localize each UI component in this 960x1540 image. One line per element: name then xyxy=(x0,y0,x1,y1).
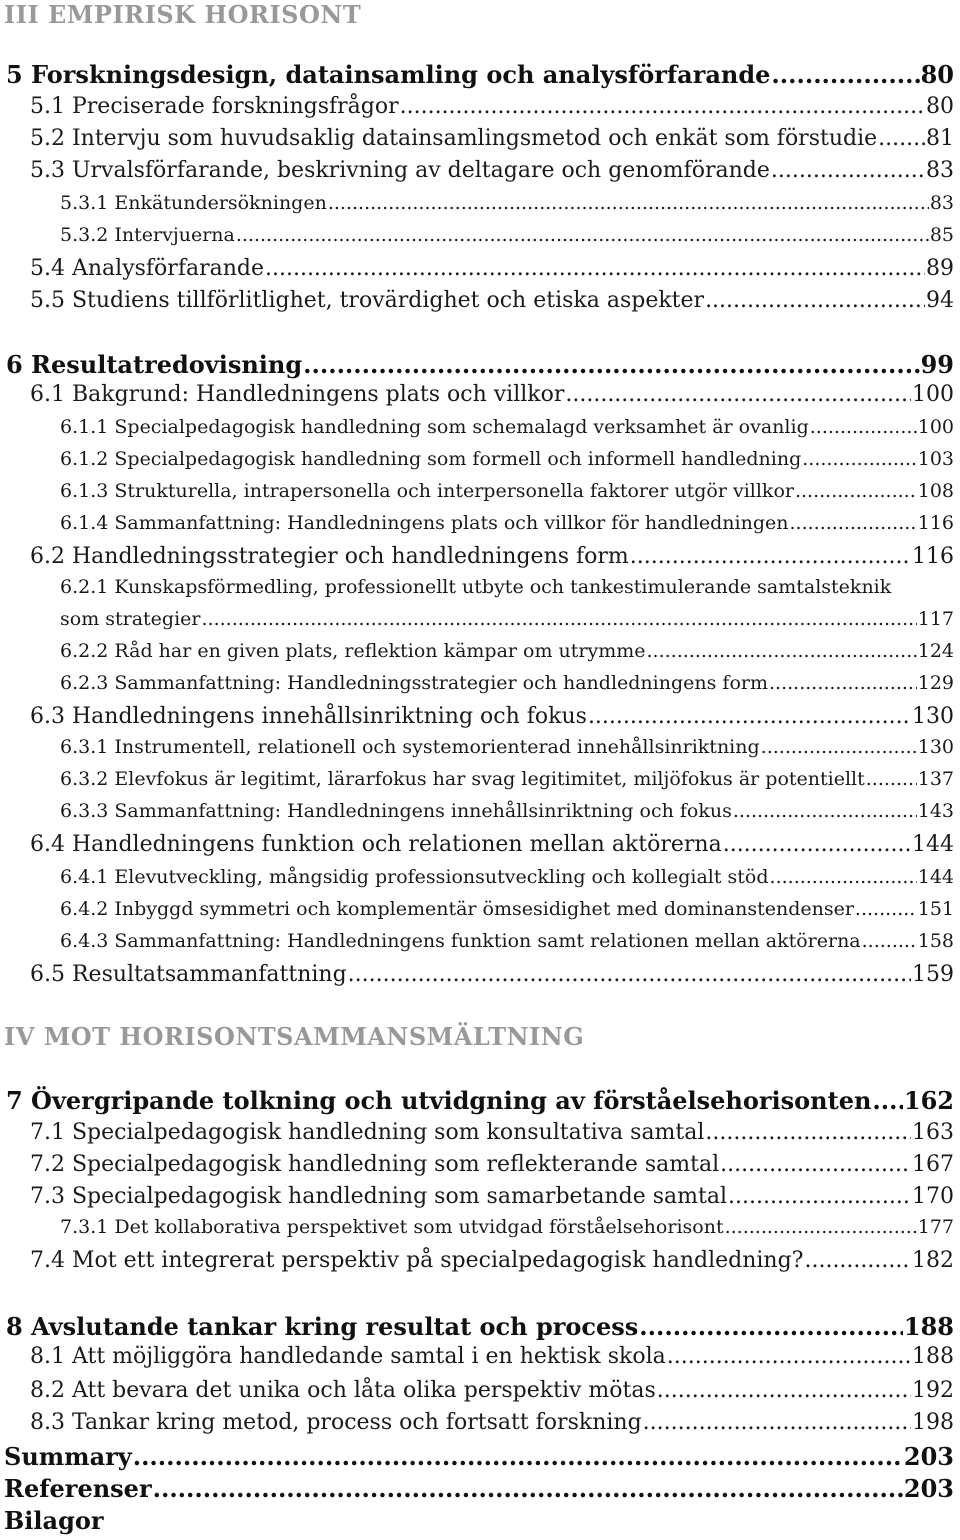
toc-entry-title: 8.2 Att bevara det unika och låta olika perspektiv mötas xyxy=(30,1378,656,1403)
toc-entry-title: 6.4.1 Elevutveckling, mångsidig professionsutveckling och kollegialt stöd xyxy=(60,866,769,888)
dot-leader xyxy=(236,224,929,246)
dot-leader xyxy=(878,126,925,151)
page-number: 162 xyxy=(903,1086,954,1115)
toc-entry-sec[interactable] xyxy=(30,704,954,734)
toc-entry-sec[interactable] xyxy=(30,1410,954,1440)
page-number: 129 xyxy=(917,672,954,694)
toc-entry-sub[interactable] xyxy=(60,898,954,926)
page-number: 177 xyxy=(917,1216,954,1238)
page-number: 144 xyxy=(917,866,954,888)
toc-entry-title: 5.5 Studiens tillförlitlighet, trovärdighet och etiska aspekter xyxy=(30,288,705,313)
dot-leader xyxy=(866,768,917,790)
toc-entry-title: 8 Avslutande tankar kring resultat och process xyxy=(6,1312,639,1341)
toc-entry-sub[interactable] xyxy=(60,640,954,668)
toc-entry-title: III EMPIRISK HORISONT xyxy=(4,0,362,29)
page-number: 108 xyxy=(917,480,954,502)
toc-entry-sub[interactable] xyxy=(60,768,954,796)
toc-entry-chapter[interactable] xyxy=(6,1086,954,1118)
toc-entry-title: 7.3.1 Det kollaborativa perspektivet som utvidgad förståelsehorisont xyxy=(60,1216,724,1238)
dot-leader xyxy=(328,192,929,214)
toc-entry-sec[interactable] xyxy=(30,1344,954,1374)
page-number: 130 xyxy=(917,736,954,758)
toc-entry-title: 6.2.1 Kunskapsförmedling, professionellt utbyte och tankestimulerande samtalsteknik xyxy=(60,576,892,598)
toc-entry-title: Referenser xyxy=(4,1474,152,1503)
page-number: 80 xyxy=(920,60,954,89)
toc-entry-sec[interactable] xyxy=(30,544,954,574)
toc-entry-sec[interactable] xyxy=(30,256,954,286)
dot-leader xyxy=(872,1086,902,1115)
dot-leader xyxy=(348,962,911,987)
toc-entry-title: 6.1.1 Specialpedagogisk handledning som schemalagd verksamhet är ovanlig xyxy=(60,416,809,438)
dot-leader xyxy=(855,898,917,920)
dot-leader xyxy=(804,1248,911,1273)
page-number: 103 xyxy=(917,448,954,470)
toc-entry-title: IV MOT HORISONTSAMMANSMÄLTNING xyxy=(4,1022,585,1051)
toc-entry-back[interactable] xyxy=(4,1474,954,1506)
dot-leader xyxy=(795,480,917,502)
page-number: 203 xyxy=(903,1474,954,1503)
page-number: 83 xyxy=(926,158,954,183)
page-number: 117 xyxy=(917,608,954,630)
toc-entry-sub[interactable] xyxy=(60,930,954,958)
dot-leader xyxy=(720,1152,911,1177)
page-number: 159 xyxy=(912,962,954,987)
toc-entry-back[interactable] xyxy=(4,1442,954,1474)
toc-entry-sub[interactable] xyxy=(60,512,954,540)
page-number: 124 xyxy=(917,640,954,662)
toc-entry-title: 5.4 Analysförfarande xyxy=(30,256,264,281)
dot-leader xyxy=(657,1378,911,1403)
toc-entry-title: 6.4.3 Sammanfattning: Handledningens funktion samt relationen mellan aktörerna xyxy=(60,930,861,952)
dot-leader xyxy=(761,736,917,758)
toc-entry-title: Summary xyxy=(4,1442,132,1471)
page-number: 81 xyxy=(926,126,954,151)
page-number: 116 xyxy=(912,544,954,569)
page-number: 151 xyxy=(917,898,954,920)
toc-entry-sub[interactable] xyxy=(60,192,954,220)
toc-entry-title: som strategier xyxy=(60,608,201,630)
dot-leader xyxy=(133,1442,903,1471)
toc-entry-sec[interactable] xyxy=(30,158,954,188)
toc-entry-sub[interactable] xyxy=(60,448,954,476)
dot-leader xyxy=(728,1184,911,1209)
toc-entry-sub[interactable] xyxy=(60,800,954,828)
dot-leader xyxy=(588,704,911,729)
dot-leader xyxy=(303,350,919,379)
toc-entry-title: 6.2.3 Sammanfattning: Handledningsstrategier och handledningens form xyxy=(60,672,768,694)
toc-entry-title: 7.1 Specialpedagogisk handledning som konsultativa samtal xyxy=(30,1120,705,1145)
toc-entry-sub[interactable] xyxy=(60,608,954,636)
toc-entry-title: 6.1.4 Sammanfattning: Handledningens plats och villkor för handledningen xyxy=(60,512,789,534)
page-number: 80 xyxy=(926,94,954,119)
toc-entry-sub[interactable] xyxy=(60,416,954,444)
page-number: 143 xyxy=(917,800,954,822)
page-number: 83 xyxy=(929,192,954,214)
toc-entry-title: 7.3 Specialpedagogisk handledning som samarbetande samtal xyxy=(30,1184,728,1209)
toc-entry-title: 6.3.2 Elevfokus är legitimt, lärarfokus har svag legitimitet, miljöfokus är potentiellt xyxy=(60,768,865,790)
dot-leader xyxy=(153,1474,903,1503)
toc-entry-title: 6.1.3 Strukturella, intrapersonella och interpersonella faktorer utgör villkor xyxy=(60,480,794,502)
toc-entry-title: 8.1 Att möjliggöra handledande samtal i en hektisk skola xyxy=(30,1344,666,1369)
page-number: 188 xyxy=(903,1312,954,1341)
toc-entry-title: 5.3.1 Enkätundersökningen xyxy=(60,192,327,214)
toc-entry-sec[interactable] xyxy=(30,1120,954,1150)
toc-entry-title: 5.2 Intervju som huvudsaklig datainsamlingsmetod och enkät som förstudie xyxy=(30,126,878,151)
toc-entry-title: 5.3.2 Intervjuerna xyxy=(60,224,235,246)
toc-entry-sub[interactable] xyxy=(60,736,954,764)
toc-entry-sec[interactable] xyxy=(30,1184,954,1214)
dot-leader xyxy=(630,544,911,569)
page-number: 144 xyxy=(912,832,954,857)
page-number: 85 xyxy=(929,224,954,246)
dot-leader xyxy=(862,930,917,952)
toc-entry-title: 5.3 Urvalsförfarande, beskrivning av deltagare och genomförande xyxy=(30,158,770,183)
toc-entry-title: 6.5 Resultatsammanfattning xyxy=(30,962,347,987)
toc-entry-sec[interactable] xyxy=(30,126,954,156)
dot-leader xyxy=(725,1216,917,1238)
page-number: 130 xyxy=(912,704,954,729)
toc-entry-sub[interactable] xyxy=(60,866,954,894)
page-number: 198 xyxy=(912,1410,954,1435)
page-number: 192 xyxy=(912,1378,954,1403)
toc-entry-title: 5 Forskningsdesign, datainsamling och analysförfarande xyxy=(6,60,771,89)
dot-leader xyxy=(667,1344,911,1369)
page-number: 100 xyxy=(912,382,954,407)
toc-entry-sub[interactable] xyxy=(60,480,954,508)
dot-leader xyxy=(265,256,925,281)
page-number: 203 xyxy=(903,1442,954,1471)
toc-entry-title: 7.4 Mot ett integrerat perspektiv på specialpedagogisk handledning? xyxy=(30,1248,804,1273)
toc-entry-title: 6.1 Bakgrund: Handledningens plats och villkor xyxy=(30,382,565,407)
page-number: 94 xyxy=(926,288,954,313)
dot-leader xyxy=(771,158,925,183)
toc-entry-title: 6.2.2 Råd har en given plats, reflektion kämpar om utrymme xyxy=(60,640,646,662)
toc-entry-sec[interactable] xyxy=(30,1248,954,1278)
page-number: 170 xyxy=(912,1184,954,1209)
toc-entry-title: 7 Övergripande tolkning och utvidgning av förståelsehorisonten xyxy=(6,1086,872,1115)
dot-leader xyxy=(647,640,917,662)
dot-leader xyxy=(769,672,917,694)
dot-leader xyxy=(771,60,919,89)
page-number: 137 xyxy=(917,768,954,790)
toc-entry-sec[interactable] xyxy=(30,1152,954,1182)
dot-leader xyxy=(202,608,917,630)
toc-entry-title: 5.1 Preciserade forskningsfrågor xyxy=(30,94,399,119)
toc-entry-sec[interactable] xyxy=(30,382,954,412)
dot-leader xyxy=(790,512,917,534)
page-number: 100 xyxy=(917,416,954,438)
dot-leader xyxy=(400,94,925,119)
dot-leader xyxy=(643,1410,911,1435)
dot-leader xyxy=(639,1312,903,1341)
dot-leader xyxy=(723,832,911,857)
page-number: 167 xyxy=(912,1152,954,1177)
toc-entry-title: 6.3.1 Instrumentell, relationell och systemorienterad innehållsinriktning xyxy=(60,736,760,758)
toc-entry-title: 6.3 Handledningens innehållsinriktning och fokus xyxy=(30,704,587,729)
toc-entry-sec[interactable] xyxy=(30,288,954,318)
toc-entry-title: 6.4 Handledningens funktion och relationen mellan aktörerna xyxy=(30,832,722,857)
dot-leader xyxy=(733,800,917,822)
page-number: 89 xyxy=(926,256,954,281)
toc-entry-sec[interactable] xyxy=(30,1378,954,1408)
toc-entry-title: 6.2 Handledningsstrategier och handledningens form xyxy=(30,544,629,569)
toc-entry-title: 6.3.3 Sammanfattning: Handledningens innehållsinriktning och fokus xyxy=(60,800,732,822)
toc-entry-sec[interactable] xyxy=(30,962,954,992)
toc-entry-title: 6 Resultatredovisning xyxy=(6,350,303,379)
toc-entry-sec[interactable] xyxy=(30,94,954,124)
page-number: 158 xyxy=(917,930,954,952)
page-number: 182 xyxy=(912,1248,954,1273)
toc-entry-cont[interactable] xyxy=(60,576,954,604)
toc-entry-chapter[interactable] xyxy=(6,60,954,92)
toc-entry-title: 8.3 Tankar kring metod, process och fortsatt forskning xyxy=(30,1410,642,1435)
dot-leader xyxy=(565,382,911,407)
toc-entry-sub[interactable] xyxy=(60,672,954,700)
dot-leader xyxy=(705,1120,911,1145)
toc-entry-chapter[interactable] xyxy=(6,350,954,382)
dot-leader xyxy=(810,416,917,438)
page-number: 116 xyxy=(917,512,954,534)
toc-entry-sec[interactable] xyxy=(30,832,954,862)
dot-leader xyxy=(770,866,917,888)
toc-entry-title: Bilagor xyxy=(4,1506,104,1535)
toc-entry-title: 7.2 Specialpedagogisk handledning som reflekterande samtal xyxy=(30,1152,720,1177)
toc-entry-back[interactable] xyxy=(4,1506,954,1538)
page-number: 163 xyxy=(912,1120,954,1145)
page-number: 188 xyxy=(912,1344,954,1369)
dot-leader xyxy=(705,288,925,313)
toc-entry-title: 6.4.2 Inbyggd symmetri och komplementär ömsesidighet med dominanstendenser xyxy=(60,898,854,920)
toc-entry-sub[interactable] xyxy=(60,224,954,252)
toc-entry-part[interactable] xyxy=(4,0,954,30)
page-number: 99 xyxy=(920,350,954,379)
toc-entry-chapter[interactable] xyxy=(6,1312,954,1344)
toc-entry-title: 6.1.2 Specialpedagogisk handledning som formell och informell handledning xyxy=(60,448,802,470)
toc-entry-sub[interactable] xyxy=(60,1216,954,1244)
dot-leader xyxy=(802,448,916,470)
toc-entry-part[interactable] xyxy=(4,1022,954,1052)
